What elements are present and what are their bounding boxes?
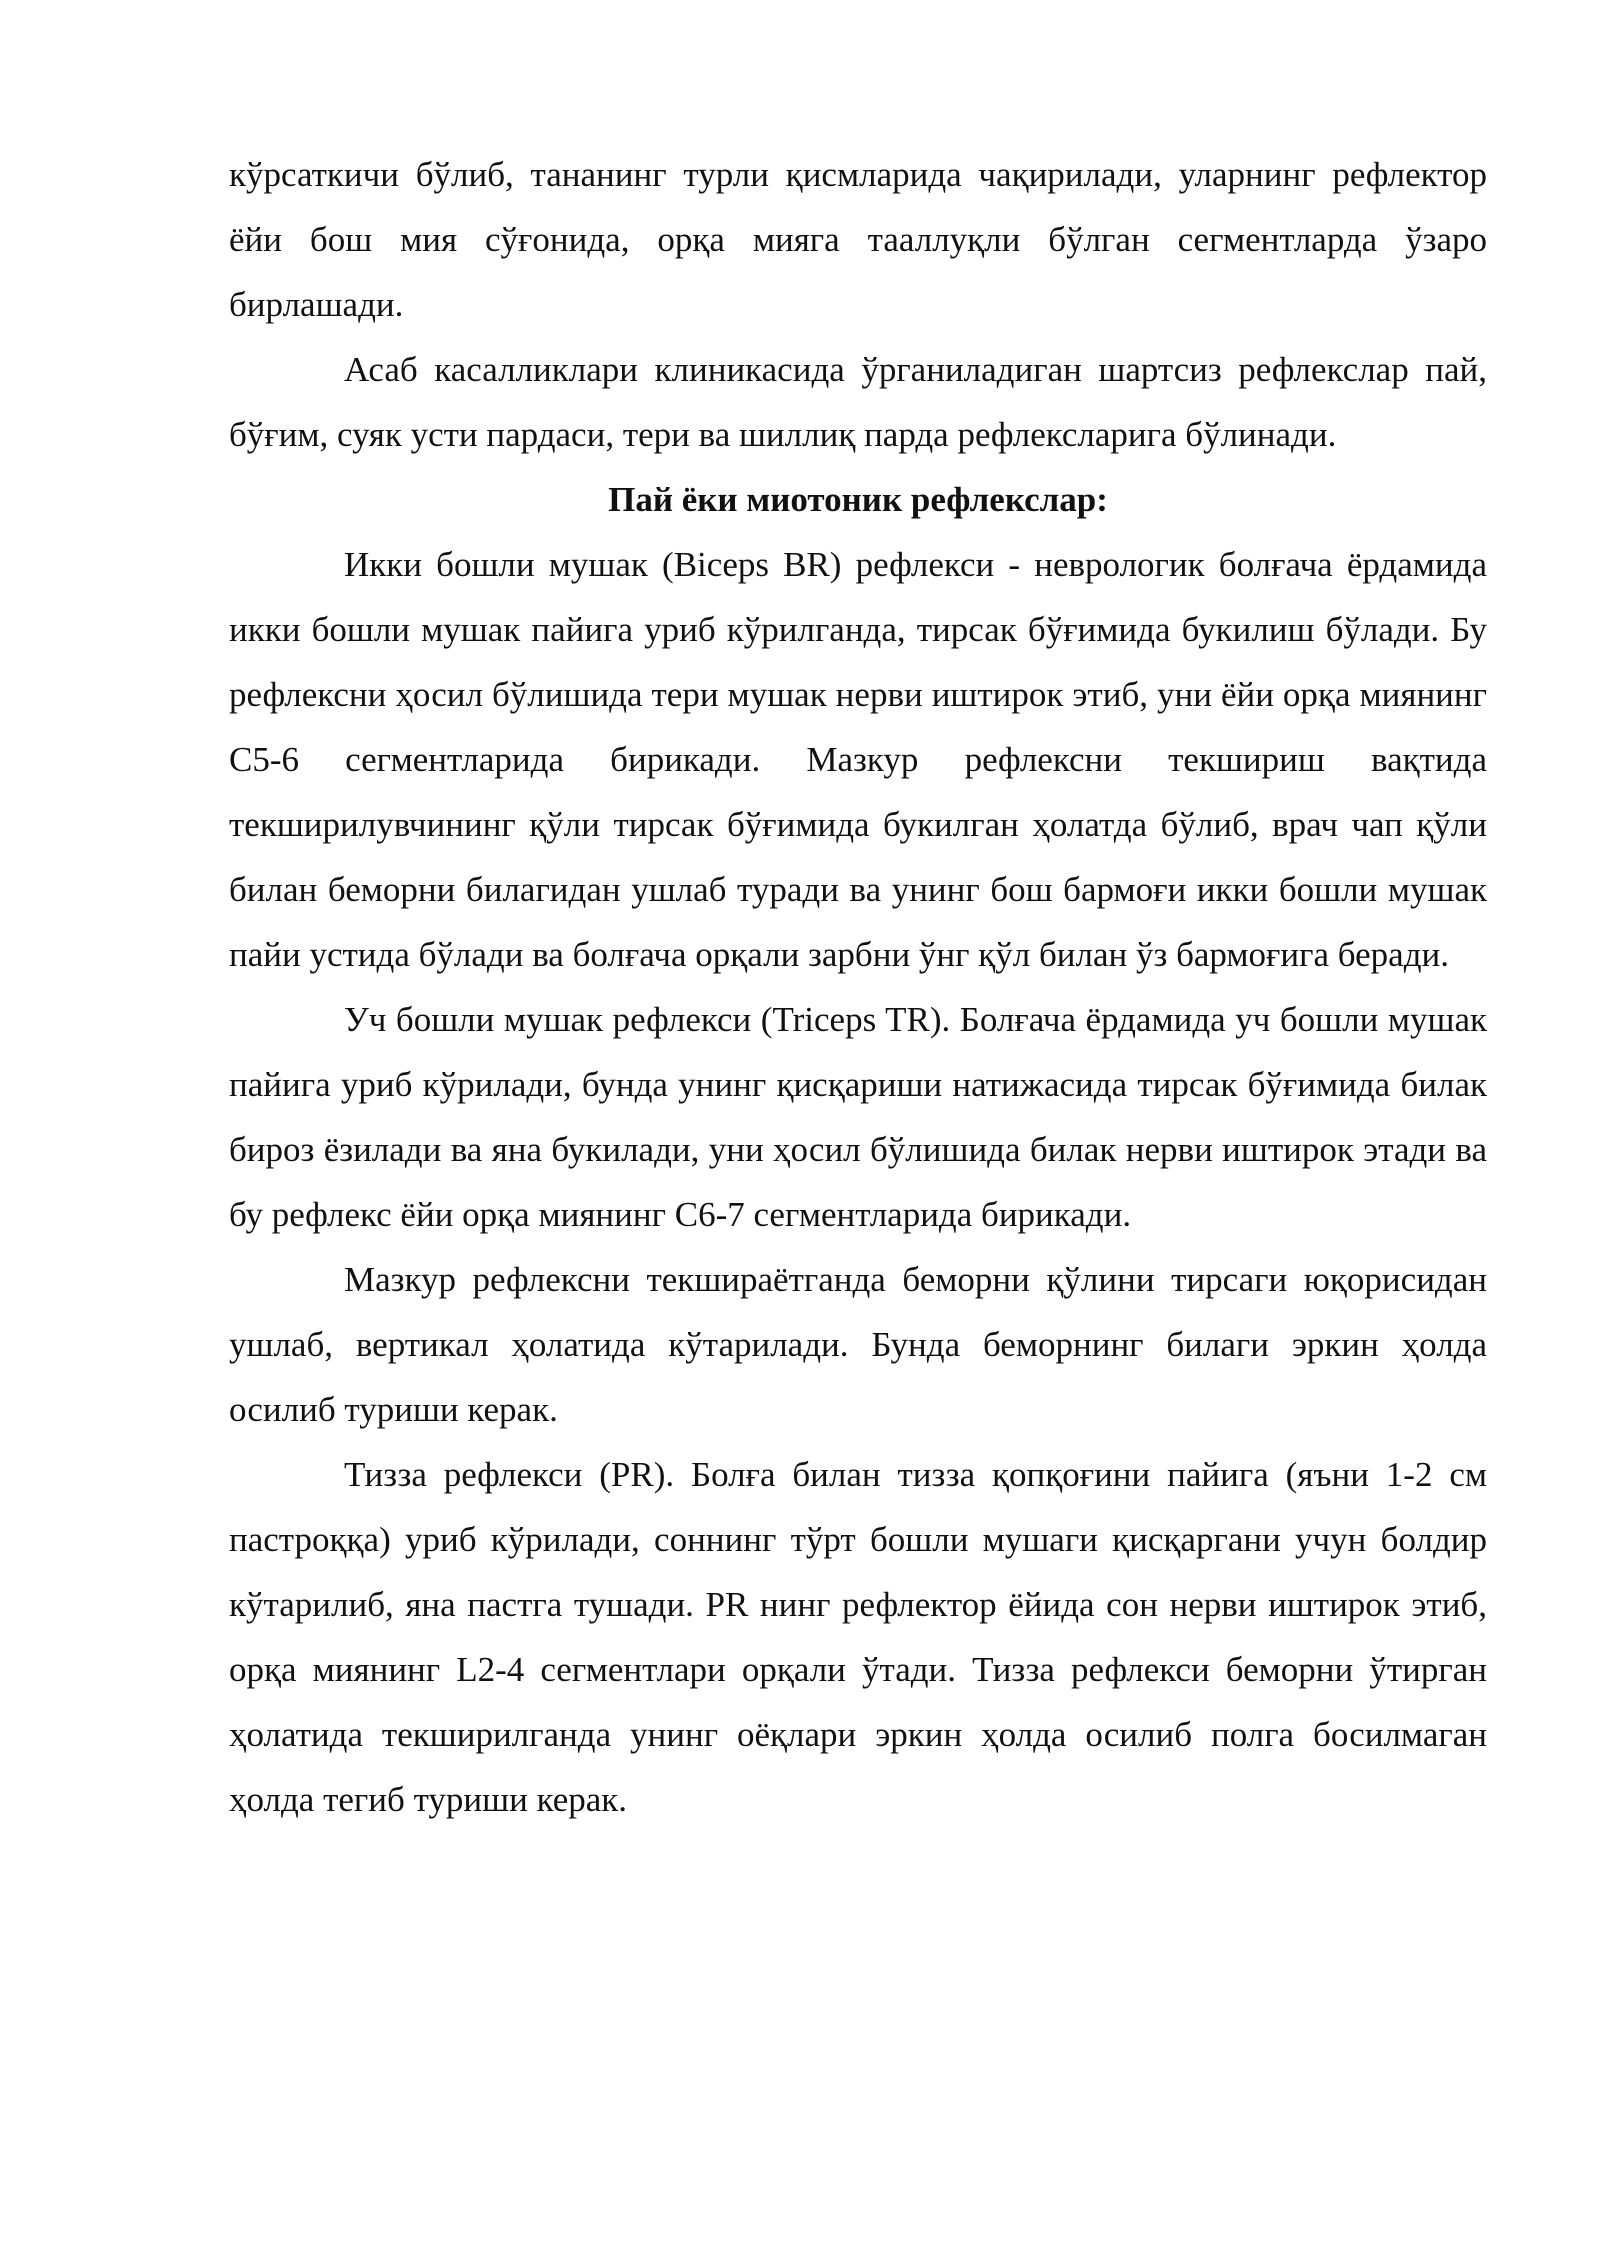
paragraph-reflex-classification: Асаб касалликлари клиникасида ўрганиладиган шартсиз рефлекслар пай, бўғим, суяк усти пардаси, тери ва шиллиқ парда рефлексларига бўлинади. (229, 350, 1487, 454)
paragraph-continuation: кўрсаткичи бўлиб, тананинг турли қисмларида чақирилади, уларнинг рефлектор ёйи бош мия сўғонида, орқа мияга тааллуқли бўлган сегментларда ўзаро бирлашади. (229, 155, 1487, 324)
document-body (229, 142, 1487, 1832)
section-heading: Пай ёки миотоник рефлекслар: (608, 480, 1108, 519)
paragraph-biceps-reflex: Икки бошли мушак (Biceps BR) рефлекси - неврологик болғача ёрдамида икки бошли мушак пайига уриб кўрилганда, тирсак бўғимида букилиш бўлади. Бу рефлексни ҳосил бўлишида тери мушак нерви иштирок этиб, уни ёйи орқа миянинг C5-6 сегментларида бирикади. Мазкур рефлексни текшириш вақтида текширилувчининг қўли тирсак бўғимида букилган ҳолатда бўлиб, врач чап қўли билан беморни билагидан ушлаб туради ва унинг бош бармоғи икки бошли мушак пайи устида бўлади ва болғача орқали зарбни ўнг қўл билан ўз бармоғига беради. (229, 545, 1487, 974)
paragraph-triceps-examination: Мазкур рефлексни текшираётганда беморни қўлини тирсаги юқорисидан ушлаб, вертикал ҳолатида кўтарилади. Бунда беморнинг билаги эркин ҳолда осилиб туриши керак. (229, 1260, 1487, 1429)
paragraph-knee-reflex: Тизза рефлекси (PR). Болға билан тизза қопқоғини пайига (яъни 1-2 см пастроққа) уриб кўрилади, соннинг тўрт бошли мушаги қисқаргани учун болдир кўтарилиб, яна пастга тушади. PR нинг рефлектор ёйида сон нерви иштирок этиб, орқа миянинг L2-4 сегментлари орқали ўтади. Тизза рефлекси беморни ўтирган ҳолатида текширилганда унинг оёқлари эркин ҳолда осилиб полга босилмаган ҳолда тегиб туриши керак. (229, 1455, 1487, 1819)
paragraph-triceps-reflex: Уч бошли мушак рефлекси (Triceps TR). Болғача ёрдамида уч бошли мушак пайига уриб кўрилади, бунда унинг қисқариши натижасида тирсак бўғимида билак бироз ёзилади ва яна букилади, уни ҳосил бўлишида билак нерви иштирок этади ва бу рефлекс ёйи орқа миянинг C6-7 сегментларида бирикади. (229, 1000, 1487, 1234)
